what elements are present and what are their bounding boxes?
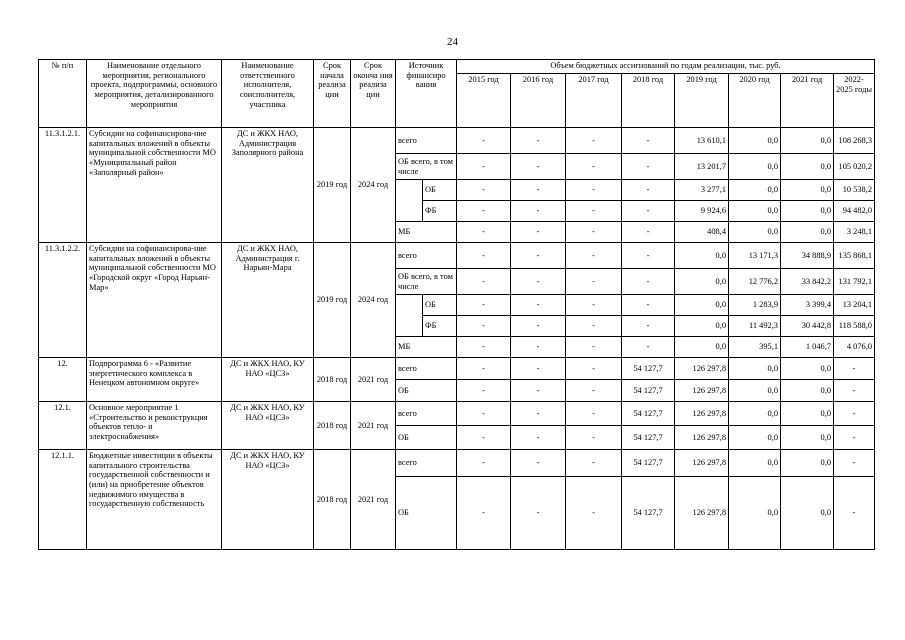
row-value: 10 538,2	[834, 180, 875, 201]
row-value: 0,0	[729, 201, 781, 222]
row-value: -	[511, 201, 566, 222]
row-start: 2018 год	[314, 358, 351, 402]
row-value: -	[622, 337, 675, 358]
row-value: 0,0	[729, 380, 781, 402]
row-value: -	[622, 201, 675, 222]
row-value: -	[457, 201, 511, 222]
table-row	[39, 358, 875, 380]
row-value: 9 924,6	[675, 201, 729, 222]
row-source: ОБ всего, в том числе	[396, 154, 457, 180]
row-value: 54 127,7	[622, 477, 675, 550]
row-value: -	[566, 477, 622, 550]
row-value: -	[511, 180, 566, 201]
row-value: 3 399,4	[781, 295, 834, 316]
row-value: 0,0	[675, 316, 729, 337]
row-value: -	[511, 316, 566, 337]
row-source: ОБ	[396, 477, 457, 550]
row-value: 13 171,3	[729, 243, 781, 269]
row-value: -	[457, 269, 511, 295]
row-value: 135 868,1	[834, 243, 875, 269]
source-indent	[396, 180, 423, 222]
row-value: 54 127,7	[622, 402, 675, 426]
row-value: -	[622, 316, 675, 337]
row-source: МБ	[396, 222, 457, 243]
row-value: 0,0	[729, 154, 781, 180]
row-value: 54 127,7	[622, 380, 675, 402]
row-value: 0,0	[729, 358, 781, 380]
row-value: -	[566, 402, 622, 426]
row-value: 0,0	[781, 402, 834, 426]
row-start: 2018 год	[314, 402, 351, 450]
row-end: 2021 год	[351, 402, 396, 450]
row-value: -	[834, 358, 875, 380]
row-value: -	[834, 450, 875, 477]
row-value: 0,0	[781, 154, 834, 180]
row-value: -	[457, 154, 511, 180]
row-source: всего	[396, 358, 457, 380]
row-source: ОБ	[423, 180, 457, 201]
row-value: -	[511, 426, 566, 450]
row-value: -	[834, 380, 875, 402]
row-value: -	[834, 477, 875, 550]
row-value: 0,0	[781, 201, 834, 222]
source-indent	[396, 295, 423, 337]
row-value: -	[511, 402, 566, 426]
row-value: -	[457, 128, 511, 154]
row-value: 54 127,7	[622, 450, 675, 477]
header-num: № п/п	[39, 60, 87, 128]
row-value: -	[511, 380, 566, 402]
row-end: 2021 год	[351, 450, 396, 550]
row-value: -	[566, 316, 622, 337]
row-value: 395,1	[729, 337, 781, 358]
header-year: 2020 год	[729, 74, 781, 128]
row-value: 105 020,2	[834, 154, 875, 180]
row-value: -	[457, 337, 511, 358]
header-start: Срок начала реализа ции	[314, 60, 351, 128]
row-value: -	[457, 316, 511, 337]
row-value: -	[566, 337, 622, 358]
row-value: 126 297,8	[675, 426, 729, 450]
row-value: -	[566, 295, 622, 316]
row-value: 54 127,7	[622, 426, 675, 450]
budget-table	[38, 59, 875, 550]
row-value: -	[457, 477, 511, 550]
table-row	[39, 128, 875, 154]
row-source: ОБ	[423, 295, 457, 316]
row-value: -	[566, 222, 622, 243]
row-end: 2024 год	[351, 243, 396, 358]
row-value: -	[566, 243, 622, 269]
row-value: 0,0	[781, 180, 834, 201]
row-value: 0,0	[781, 426, 834, 450]
row-value: 13 204,1	[834, 295, 875, 316]
row-value: -	[566, 269, 622, 295]
row-value: -	[511, 358, 566, 380]
row-value: -	[511, 295, 566, 316]
row-value: -	[511, 450, 566, 477]
row-value: 54 127,7	[622, 358, 675, 380]
row-responsible: ДС и ЖКХ НАО, Администрация г. Нарьян-Мара	[222, 243, 314, 358]
row-source: всего	[396, 243, 457, 269]
row-value: 0,0	[729, 128, 781, 154]
row-value: -	[566, 426, 622, 450]
row-value: 131 792,1	[834, 269, 875, 295]
row-code: 12.1.1.	[39, 450, 87, 550]
row-name: Бюджетные инвестиции в объекты капитального строительства государственной собственности и (или) на приобретение объектов недвижимого имущества в государственную собственность	[87, 450, 222, 550]
row-value: 94 482,0	[834, 201, 875, 222]
row-value: -	[622, 128, 675, 154]
row-code: 11.3.1.2.1.	[39, 128, 87, 243]
header-responsible: Наименование ответственного исполнителя, соисполнителя, участника	[222, 60, 314, 128]
row-value: -	[457, 222, 511, 243]
row-source: ОБ всего, в том числе	[396, 269, 457, 295]
row-value: 0,0	[781, 222, 834, 243]
row-source: всего	[396, 128, 457, 154]
row-value: -	[566, 128, 622, 154]
row-value: -	[566, 358, 622, 380]
row-value: 0,0	[781, 380, 834, 402]
row-source: всего	[396, 450, 457, 477]
row-value: -	[511, 128, 566, 154]
row-start: 2018 год	[314, 450, 351, 550]
row-value: -	[511, 477, 566, 550]
row-value: -	[457, 402, 511, 426]
header-year: 2022-2025 годы	[834, 74, 875, 128]
row-value: -	[622, 180, 675, 201]
row-name: Субсидии на софинансирова-ние капитальных вложений в объекты муниципальной собственности МО «Городской округ «Город Нарьян-Мар»	[87, 243, 222, 358]
header-source: Источник финансиро вания	[396, 60, 457, 128]
row-value: -	[622, 222, 675, 243]
header-year: 2021 год	[781, 74, 834, 128]
row-value: 0,0	[729, 222, 781, 243]
row-code: 11.3.1.2.2.	[39, 243, 87, 358]
header-year: 2015 год	[457, 74, 511, 128]
header-volume: Объем бюджетных ассигнований по годам реализации, тыс. руб.	[457, 60, 875, 74]
row-end: 2024 год	[351, 128, 396, 243]
row-value: -	[511, 154, 566, 180]
row-value: -	[566, 380, 622, 402]
row-code: 12.	[39, 358, 87, 402]
row-value: -	[511, 222, 566, 243]
table-row	[39, 243, 875, 269]
header-year: 2016 год	[511, 74, 566, 128]
row-value: 0,0	[781, 477, 834, 550]
header-name: Наименование отдельного мероприятия, регионального проекта, подпрограммы, основного мероприятия, детализированного мероприятия	[87, 60, 222, 128]
page-number: 24	[447, 36, 458, 48]
row-value: -	[566, 450, 622, 477]
row-value: 34 888,9	[781, 243, 834, 269]
row-source: ФБ	[423, 316, 457, 337]
row-name: Субсидии на софинансирова-ние капитальных вложений в объекты муниципальной собственности МО «Муниципальный район «Заполярный район»	[87, 128, 222, 243]
row-value: 0,0	[675, 337, 729, 358]
row-value: 408,4	[675, 222, 729, 243]
row-value: 118 588,0	[834, 316, 875, 337]
row-value: -	[622, 243, 675, 269]
row-value: 4 076,0	[834, 337, 875, 358]
row-start: 2019 год	[314, 243, 351, 358]
table-row	[39, 402, 875, 426]
row-responsible: ДС и ЖКХ НАО, Администрация Заполярного района	[222, 128, 314, 243]
row-value: -	[457, 180, 511, 201]
row-value: 0,0	[729, 477, 781, 550]
row-value: 0,0	[675, 269, 729, 295]
row-value: 126 297,8	[675, 380, 729, 402]
row-value: 0,0	[729, 450, 781, 477]
row-value: -	[566, 201, 622, 222]
row-source: всего	[396, 402, 457, 426]
row-value: -	[511, 337, 566, 358]
row-value: 1 046,7	[781, 337, 834, 358]
row-value: 33 842,2	[781, 269, 834, 295]
row-value: -	[511, 243, 566, 269]
row-value: -	[566, 180, 622, 201]
row-value: -	[457, 450, 511, 477]
header-year: 2017 год	[566, 74, 622, 128]
row-value: 126 297,8	[675, 402, 729, 426]
header-end: Срок оконча ния реализа ции	[351, 60, 396, 128]
row-value: -	[457, 295, 511, 316]
row-value: 0,0	[729, 180, 781, 201]
row-value: -	[834, 426, 875, 450]
row-value: -	[457, 426, 511, 450]
row-source: ОБ	[396, 380, 457, 402]
row-value: 13 610,1	[675, 128, 729, 154]
row-value: 3 277,1	[675, 180, 729, 201]
row-value: 126 297,8	[675, 358, 729, 380]
row-value: -	[457, 243, 511, 269]
row-value: 3 248,1	[834, 222, 875, 243]
row-value: 30 442,8	[781, 316, 834, 337]
row-value: -	[566, 154, 622, 180]
row-responsible: ДС и ЖКХ НАО, КУ НАО «ЦСЗ»	[222, 450, 314, 550]
row-value: 0,0	[781, 450, 834, 477]
row-value: 108 268,3	[834, 128, 875, 154]
row-value: 0,0	[729, 426, 781, 450]
row-source: МБ	[396, 337, 457, 358]
row-value: 0,0	[675, 295, 729, 316]
row-value: -	[834, 402, 875, 426]
row-code: 12.1.	[39, 402, 87, 450]
row-value: -	[622, 154, 675, 180]
row-value: 0,0	[781, 128, 834, 154]
row-source: ОБ	[396, 426, 457, 450]
row-start: 2019 год	[314, 128, 351, 243]
row-value: 126 297,8	[675, 477, 729, 550]
row-value: 13 201,7	[675, 154, 729, 180]
row-value: -	[622, 269, 675, 295]
row-value: -	[622, 295, 675, 316]
row-name: Подпрограмма 6 - «Развитие энергетического комплекса в Ненецком автономном округе»	[87, 358, 222, 402]
row-responsible: ДС и ЖКХ НАО, КУ НАО «ЦСЗ»	[222, 402, 314, 450]
row-value: -	[457, 380, 511, 402]
row-value: -	[457, 358, 511, 380]
row-end: 2021 год	[351, 358, 396, 402]
row-value: 126 297,8	[675, 450, 729, 477]
table-row	[39, 450, 875, 477]
row-responsible: ДС и ЖКХ НАО, КУ НАО «ЦСЗ»	[222, 358, 314, 402]
row-value: 0,0	[781, 358, 834, 380]
row-value: 0,0	[729, 402, 781, 426]
row-value: 12 776,2	[729, 269, 781, 295]
header-year: 2018 год	[622, 74, 675, 128]
row-source: ФБ	[423, 201, 457, 222]
row-value: 1 283,9	[729, 295, 781, 316]
row-value: -	[511, 269, 566, 295]
row-value: 11 492,3	[729, 316, 781, 337]
row-value: 0,0	[675, 243, 729, 269]
row-name: Основное мероприятие 1 «Строительство и реконструкция объектов тепло- и электроснабжения»	[87, 402, 222, 450]
header-year: 2019 год	[675, 74, 729, 128]
